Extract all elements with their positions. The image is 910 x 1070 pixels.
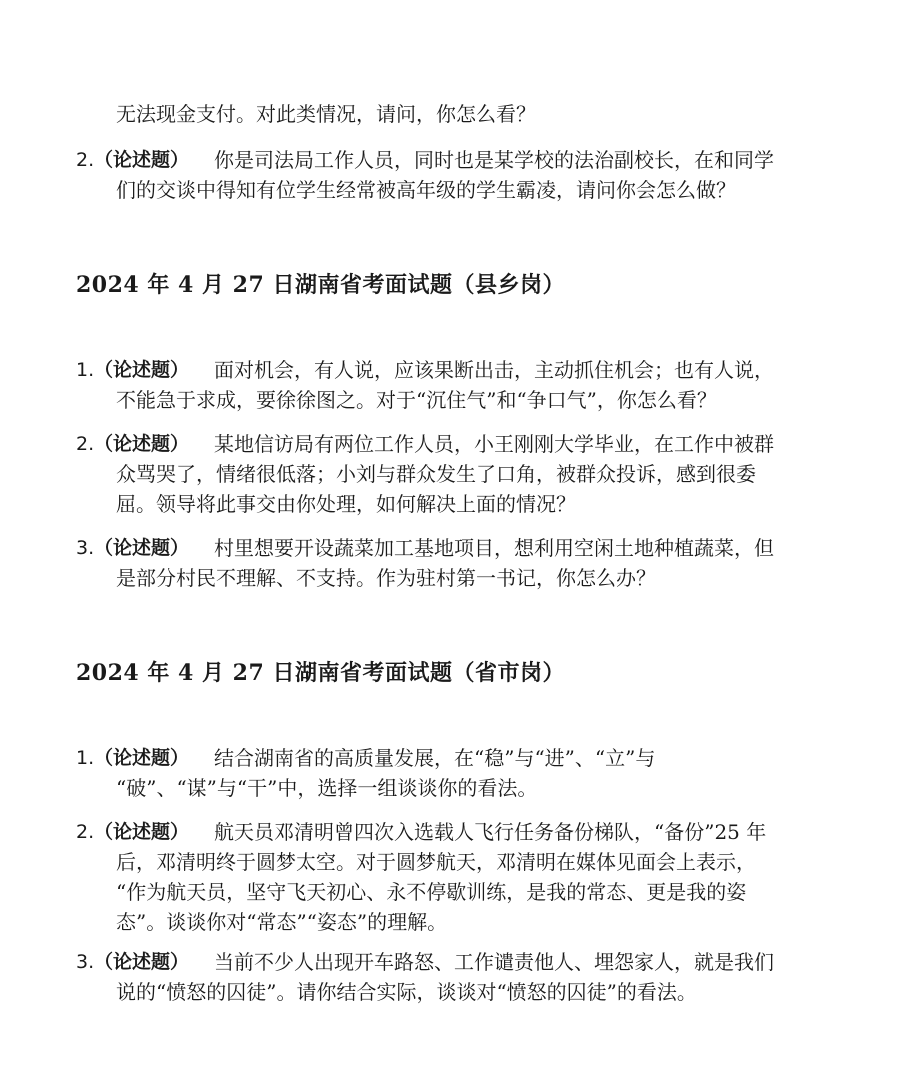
section-title: 2024 年 4 月 27 日湖南省考面试题（省市岗） (76, 660, 565, 686)
question-number: 3. (76, 537, 95, 559)
question-number: 2. (76, 149, 95, 171)
question-type-label: （论述题） (94, 951, 190, 973)
question-number: 2. (76, 433, 95, 455)
question-text-line: 结合湖南省的高质量发展，在“稳”与“进”、“立”与 (214, 746, 656, 770)
question-text-line: 你是司法局工作人员，同时也是某学校的法治副校长，在和同学 (214, 148, 774, 172)
question-number: 1. (76, 747, 95, 769)
question-text-line: 某地信访局有两位工作人员，小王刚刚大学毕业，在工作中被群 (214, 432, 774, 456)
question-type-label: （论述题） (94, 433, 190, 455)
question-number: 3. (76, 951, 95, 973)
question-text-line: 村里想要开设蔬菜加工基地项目，想利用空闲土地种植蔬菜，但 (214, 536, 774, 560)
question-type-label: （论述题） (94, 821, 190, 843)
question-text-line: 屈。领导将此事交由你处理，如何解决上面的情况？ (116, 492, 576, 516)
question-text-line: 后，邓清明终于圆梦太空。对于圆梦航天，邓清明在媒体见面会上表示， (116, 850, 756, 874)
section-title: 2024 年 4 月 27 日湖南省考面试题（县乡岗） (76, 272, 565, 298)
question-text-line: “作为航天员，坚守飞天初心、永不停歇训练，是我的常态、更是我的姿 (116, 880, 747, 904)
question-text-line: 面对机会，有人说，应该果断出击，主动抓住机会；也有人说， (214, 358, 774, 382)
continuation-text: 无法现金支付。对此类情况，请问，你怎么看？ (116, 102, 536, 126)
question-type-label: （论述题） (94, 359, 190, 381)
question-text-line: 说的“愤怒的囚徒”。请你结合实际，谈谈对“愤怒的囚徒”的看法。 (116, 980, 697, 1004)
question-type-label: （论述题） (94, 149, 190, 171)
question-text-line: 们的交谈中得知有位学生经常被高年级的学生霸凌，请问你会怎么做？ (116, 178, 736, 202)
question-text-line: 当前不少人出现开车路怒、工作谴责他人、埋怨家人，就是我们 (214, 950, 774, 974)
question-number: 1. (76, 359, 95, 381)
question-text-line: 众骂哭了，情绪很低落；小刘与群众发生了口角，被群众投诉，感到很委 (116, 462, 756, 486)
question-text-line: 航天员邓清明曾四次入选载人飞行任务备份梯队，“备份”25 年 (214, 820, 767, 844)
question-text-line: 不能急于求成，要徐徐图之。对于“沉住气”和“争口气”，你怎么看？ (116, 388, 717, 412)
question-text-line: 是部分村民不理解、不支持。作为驻村第一书记，你怎么办？ (116, 566, 656, 590)
question-text-line: “破”、“谋”与“干”中，选择一组谈谈你的看法。 (116, 776, 538, 800)
question-text-line: 态”。谈谈你对“常态”“姿态”的理解。 (116, 910, 448, 934)
question-type-label: （论述题） (94, 537, 190, 559)
question-number: 2. (76, 821, 95, 843)
question-type-label: （论述题） (94, 747, 190, 769)
